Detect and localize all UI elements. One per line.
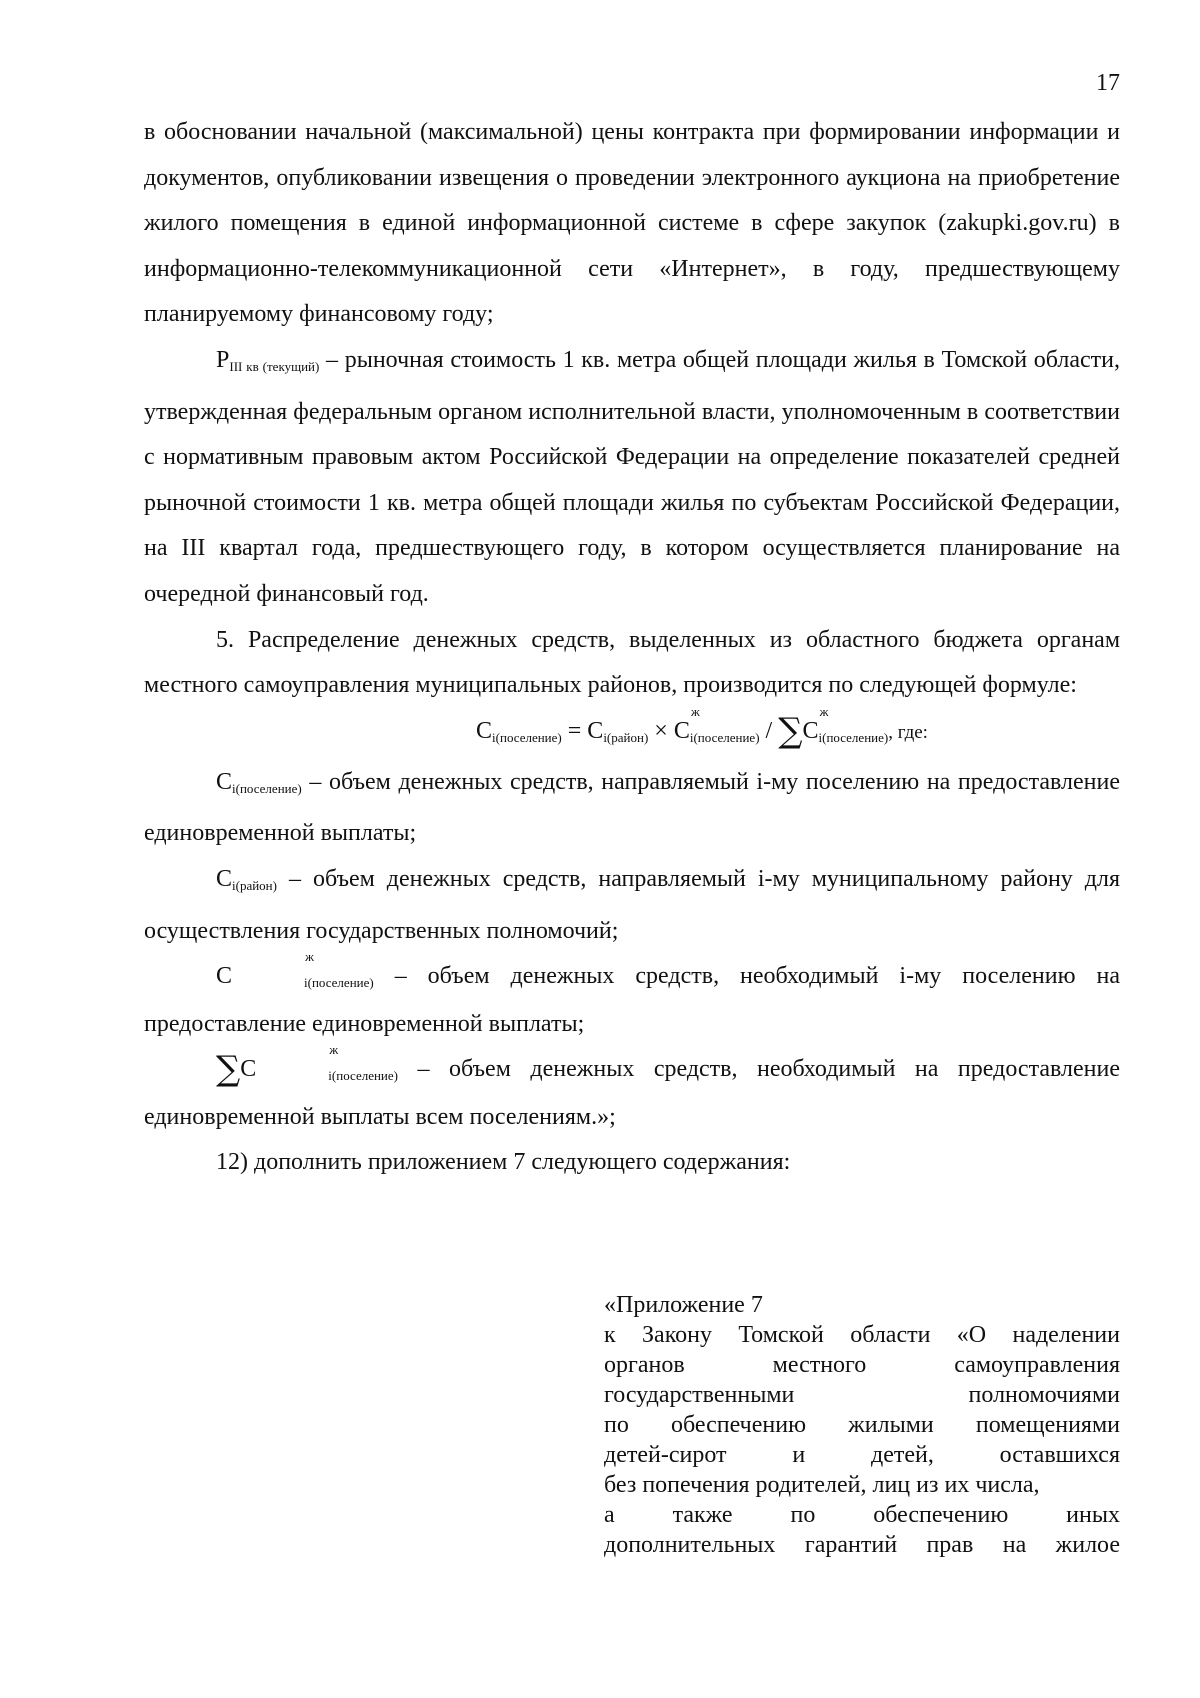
market-price-text: – рыночная стоимость 1 кв. метра общей площади жилья в Томской области, утвержденная федеральным органом исполнительной власти, уполномоченным в соответствии с нормативным правовым актом Российской Федерации на определение показателей средней рыночной стоимости 1 кв. метра общей площади жилья по субъектам Российской Федерации, на III квартал года, предшествующего году, в котором осуществляется планирование на очередной финансовый год.: [144, 346, 1121, 607]
formula-tail: , где:: [888, 721, 928, 743]
formula-c4-indices: ж i(поселение): [818, 703, 889, 745]
formula-c3-indices: ж i(поселение): [689, 703, 760, 745]
appendix-line: государственными полномочиями: [604, 1382, 1120, 1408]
formula-c3: С: [673, 717, 690, 744]
formula-equals: =: [561, 717, 588, 744]
symbol-p-subscript: III кв (текущий): [229, 358, 320, 374]
formula-sigma: ∑: [778, 710, 803, 751]
formula-c1: С: [476, 717, 493, 744]
paragraph-distribution: 5. Распределение денежных средств, выделенных из областного бюджета органам местного самоуправления муниципальных районов, производится по следующей формуле:: [144, 626, 1120, 699]
definition-c-settlement: $С_{i(поселение)}$ – объем денежных средств, направляемый i-му поселению на предоставление единовременной выплаты;: [144, 768, 1120, 847]
paragraph-market-price-definition: [144, 338, 1120, 618]
definition-c-district: $С_{i(район)}$ – объем денежных средств, направляемый i-му муниципальному району для осуществления государственных полномочий;: [144, 865, 1120, 944]
body-text: [144, 110, 1120, 1186]
appendix-line: детей-сирот и детей, оставшихся: [604, 1442, 1120, 1468]
symbol-p: Р: [216, 346, 230, 373]
appendix-line: «Приложение 7: [604, 1292, 763, 1318]
appendix-line: органов местного самоуправления: [604, 1352, 1120, 1378]
appendix-header: [604, 1290, 1120, 1560]
formula-divide: /: [759, 717, 779, 744]
definition-sum-c-zh: ∑С ж i(поселение) – объем денежных средств, необходимый на предоставление единовременной выплаты всем поселениям.»;: [144, 1042, 1120, 1130]
formula-c2-sub: i(район): [603, 729, 649, 745]
appendix-line: без попечения родителей, лиц из их числа,: [604, 1472, 1040, 1498]
page-number: 17: [1096, 70, 1120, 96]
paragraph-price-justification: в обосновании начальной (максимальной) цены контракта при формировании информации и документов, опубликовании извещения о проведении электронного аукциона на приобретение жилого помещения в единой информационной системе в сфере закупок (zakupki.gov.ru) в информационно-телекоммуникационной сети «Интернет», в году, предшествующему планируемому финансовому году;: [144, 119, 1120, 328]
formula-c2: С: [587, 717, 604, 744]
appendix-line: дополнительных гарантий прав на жилое: [604, 1532, 1120, 1558]
paragraph-add-appendix: 12) дополнить приложением 7 следующего содержания:: [216, 1149, 791, 1176]
definition-c-zh-settlement: С ж i(поселение) – объем денежных средств, необходимый i-му поселению на предоставление единовременной выплаты;: [144, 949, 1120, 1037]
appendix-line: к Закону Томской области «О наделении: [604, 1322, 1120, 1348]
formula-times: ×: [648, 717, 674, 744]
distribution-formula: [144, 703, 1120, 760]
formula-c4: С: [802, 717, 819, 744]
appendix-line: по обеспечению жилыми помещениями: [604, 1412, 1120, 1438]
formula-c1-sub: i(поселение): [492, 729, 562, 745]
appendix-line: а также по обеспечению иных: [604, 1502, 1120, 1528]
